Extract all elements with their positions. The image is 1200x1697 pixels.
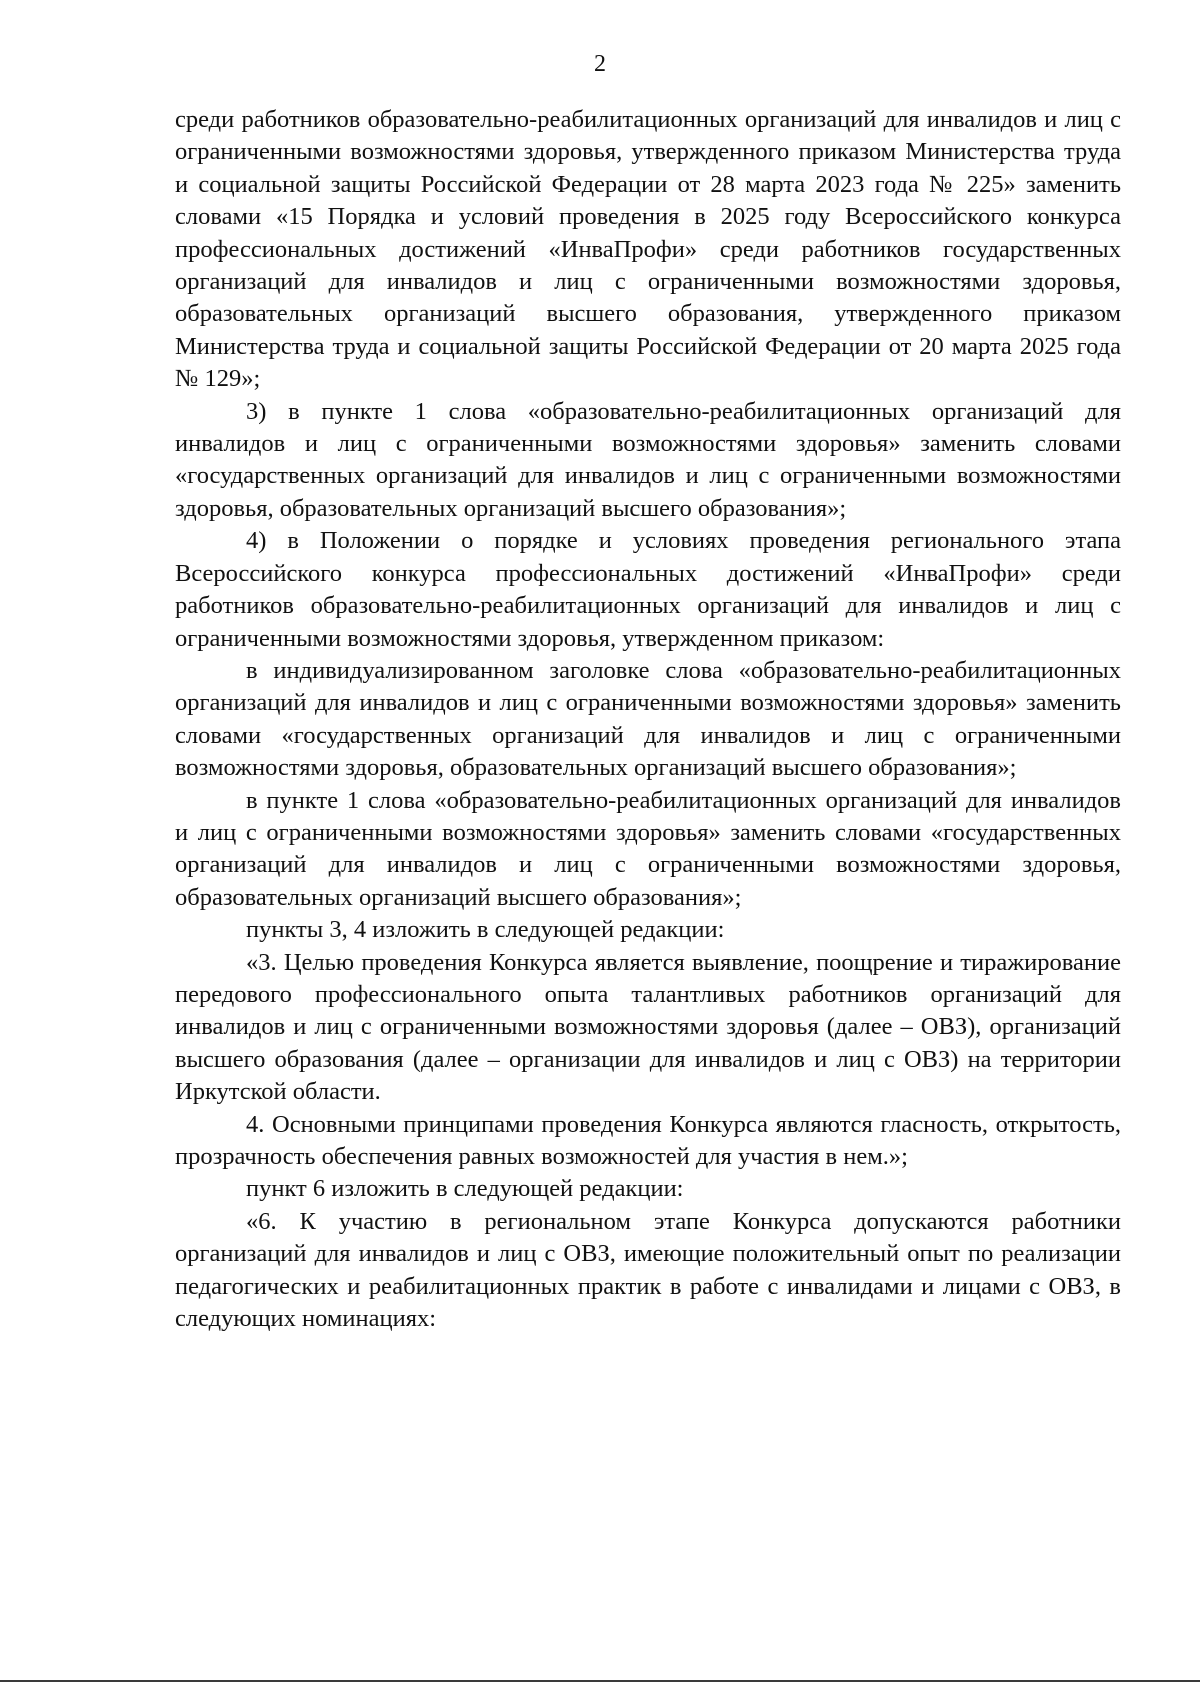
paragraph-item-4: 4) в Положении о порядке и условиях проведения регионального этапа Всероссийского конкурса профессиональных достижений «ИнваПрофи» среди работников образовательно-реабилитационных организаций для инвалидов и лиц с ограниченными возможностями здоровья, утвержденном приказом:	[175, 527, 1121, 652]
paragraph-heading-change: в индивидуализированном заголовке слова «образовательно-реабилитационных организаций для инвалидов и лиц с ограниченными возможностями здоровья» заменить словами «государственных организаций для инвалидов и лиц с ограниченными возможностями здоровья, образовательных организаций высшего образования»;	[175, 656, 1121, 782]
paragraph-points-3-4-intro: пункты 3, 4 изложить в следующей редакции:	[246, 916, 725, 944]
paragraph-point-4-text: 4. Основными принципами проведения Конкурса являются гласность, открытость, прозрачность обеспечения равных возможностей для участия в нем.»;	[175, 1110, 1121, 1170]
paragraph-point-6-intro: пункт 6 изложить в следующей редакции:	[246, 1175, 684, 1203]
paragraph-continuation: среди работников образовательно-реабилитационных организаций для инвалидов и лиц с ограниченными возможностями здоровья, утвержденного приказом Министерства труда и социальной защиты Российской Федерации от 28 марта 2023 года № 225» заменить словами «15 Порядка и условий проведения в 2025 году Всероссийского конкурса профессиональных достижений «ИнваПрофи» среди работников государственных организаций для инвалидов и лиц с ограниченными возможностями здоровья, образовательных организаций высшего образования, утвержденного приказом Министерства труда и социальной защиты Российской Федерации от 20 марта 2025 года № 129»;	[175, 106, 1121, 393]
paragraph-point-6-text: «6. К участию в региональном этапе Конкурса допускаются работники организаций для инвалидов и лиц с ОВЗ, имеющие положительный опыт по реализации педагогических и реабилитационных практик в работе с инвалидами и лицами с ОВЗ, в следующих номинациях:	[175, 1207, 1121, 1333]
paragraph-item-3: 3) в пункте 1 слова «образовательно-реабилитационных организаций для инвалидов и лиц с ограниченными возможностями здоровья» заменить словами «государственных организаций для инвалидов и лиц с ограниченными возможностями здоровья, образовательных организаций высшего образования»;	[175, 397, 1121, 522]
page-number: 2	[594, 51, 606, 77]
page-bottom-edge	[0, 1680, 1200, 1682]
paragraph-point-3-text: «3. Целью проведения Конкурса является выявление, поощрение и тиражирование передового профессионального опыта талантливых работников организаций для инвалидов и лиц с ограниченными возможностями здоровья (далее – ОВЗ), организаций высшего образования (далее – организации для инвалидов и лиц с ОВЗ) на территории Иркутской области.	[175, 948, 1121, 1106]
paragraph-point-1-change: в пункте 1 слова «образовательно-реабилитационных организаций для инвалидов и лиц с ограниченными возможностями здоровья» заменить словами «государственных организаций для инвалидов и лиц с ограниченными возможностями здоровья, образовательных организаций высшего образования»;	[175, 786, 1121, 911]
document-body	[175, 104, 1121, 1335]
